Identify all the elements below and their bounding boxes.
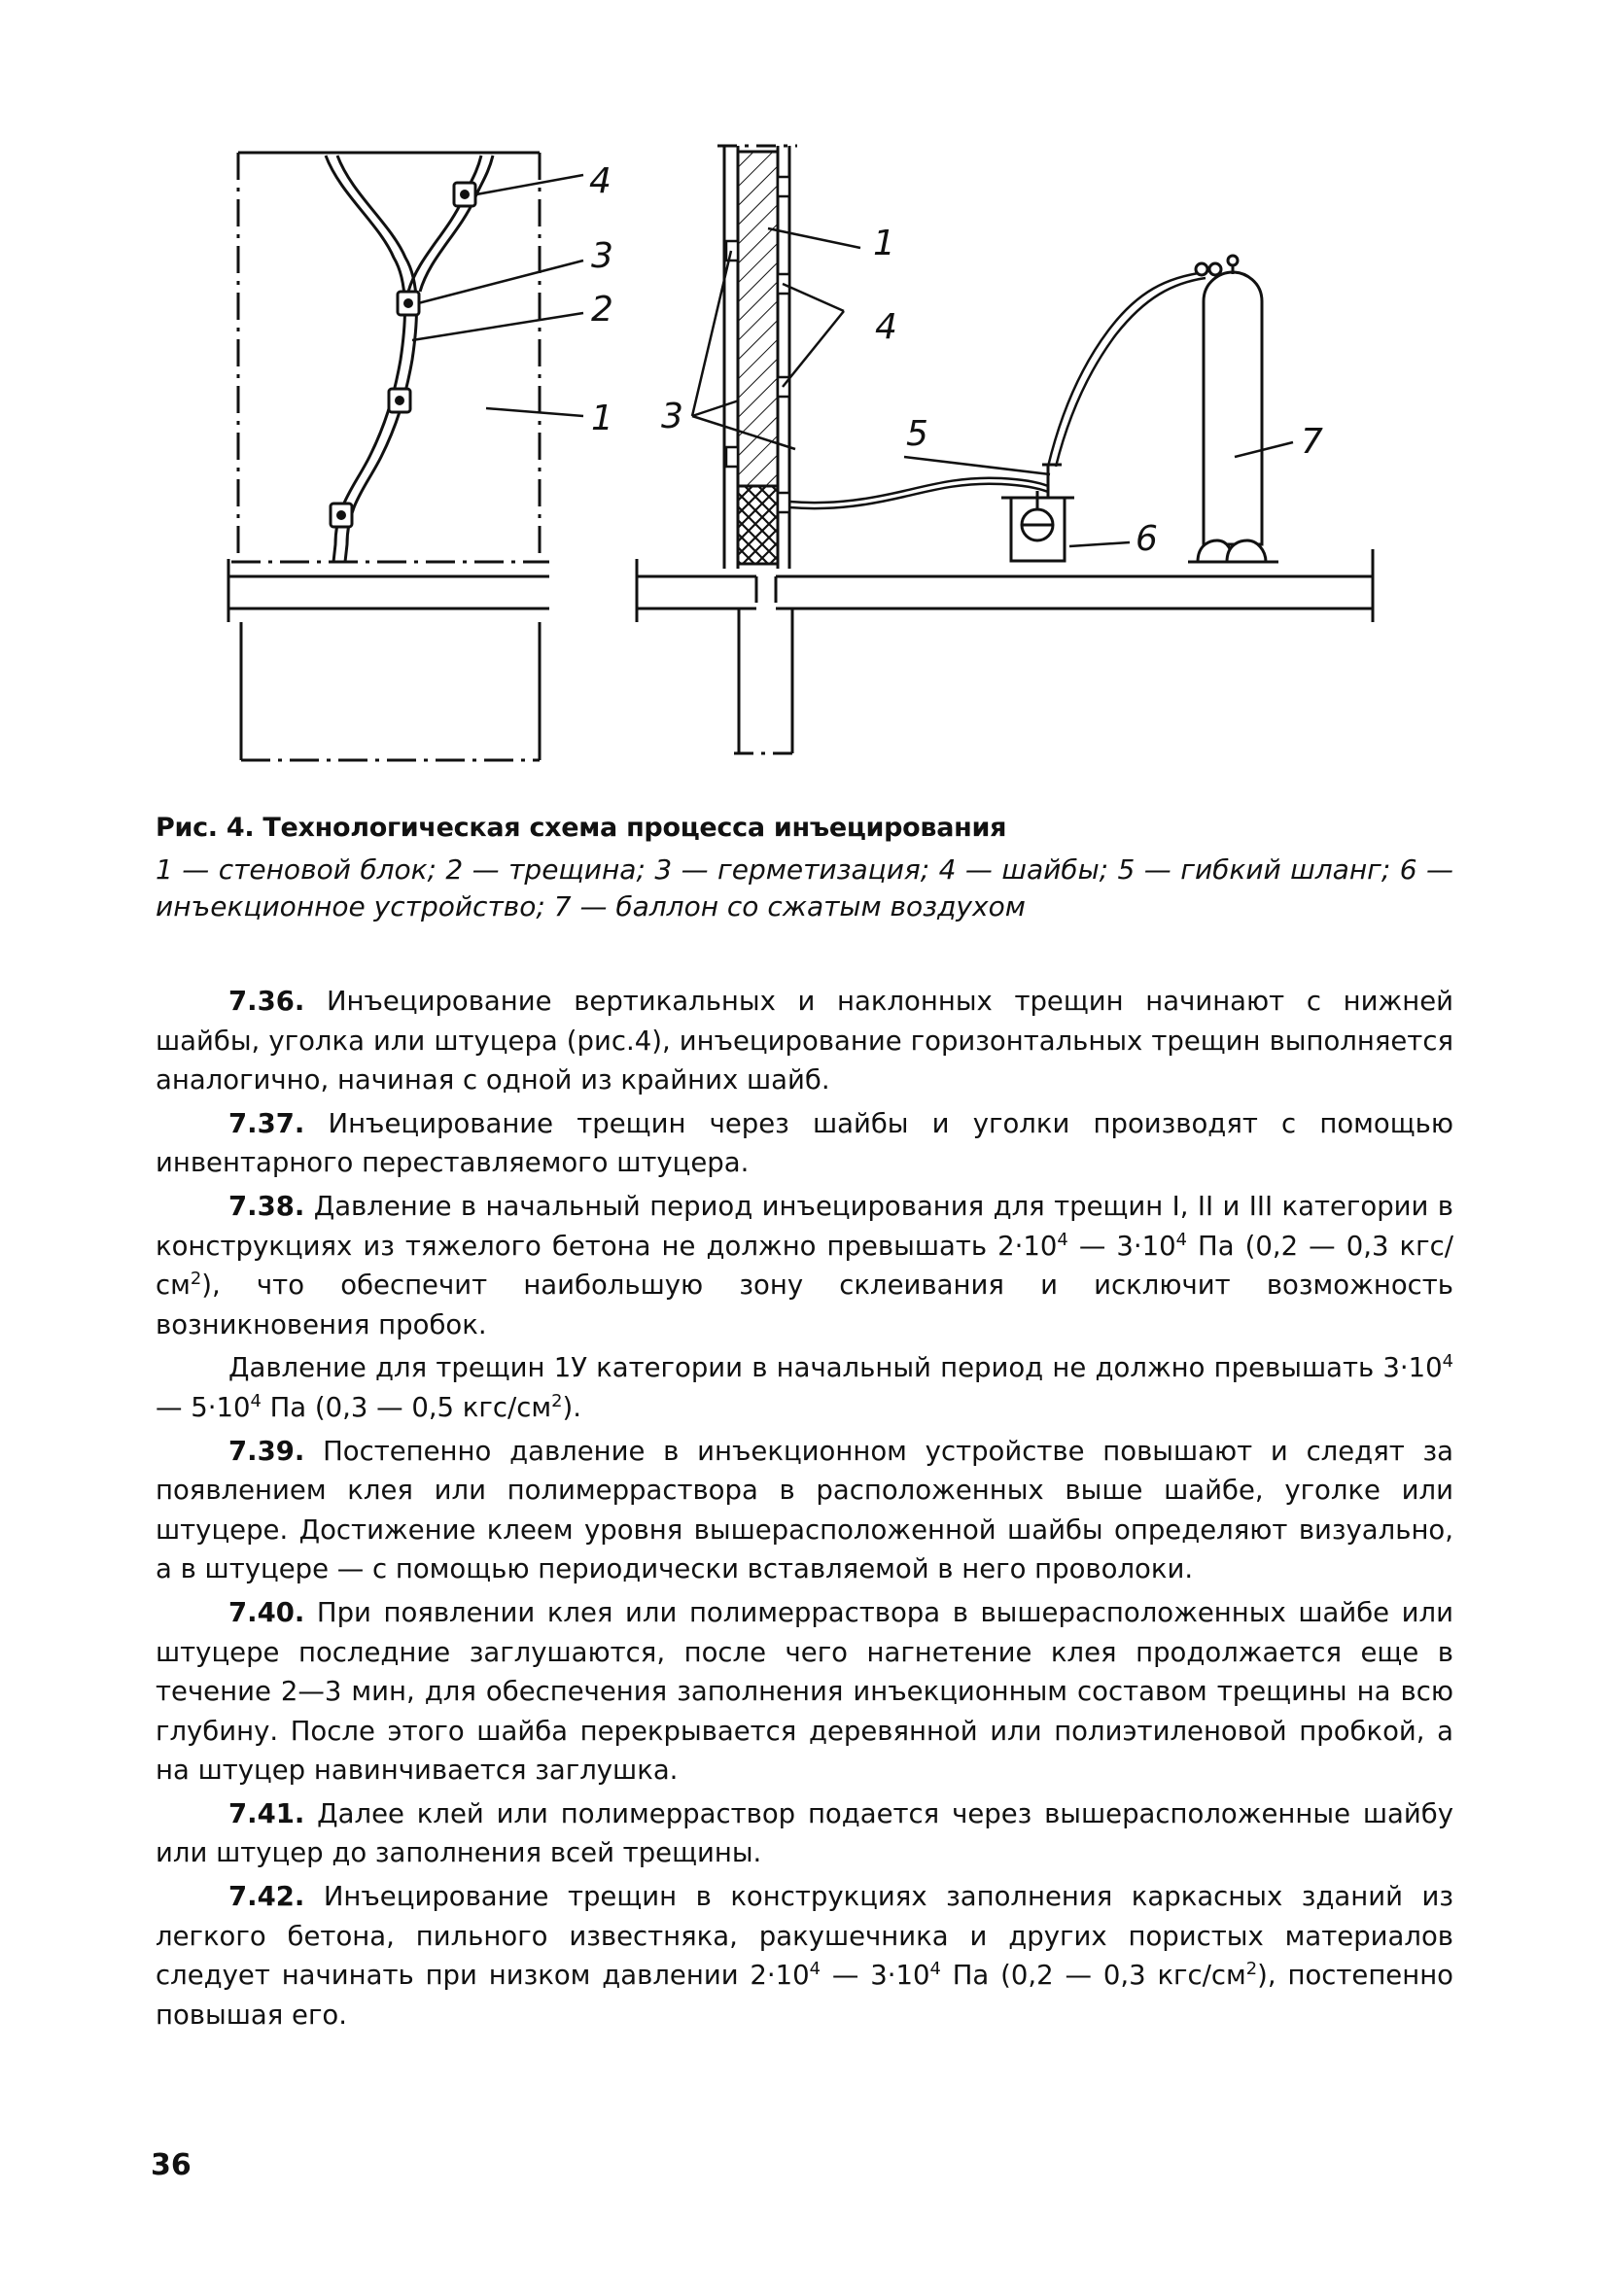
paragraph-number: 7.37. xyxy=(228,1107,305,1139)
paragraph-text: — 3·10 xyxy=(821,1960,930,1992)
sealing-block xyxy=(738,486,778,564)
callout-right-1: 1 xyxy=(873,224,895,263)
callout-right-4: 4 xyxy=(875,307,897,347)
paragraph-text: Далее клей или полимерраствор подается через вышерасположенные шайбу или штуцер до заполнения всей трещины. xyxy=(156,1797,1453,1869)
paragraph-text: Па (0,2 — 0,3 кгс/см xyxy=(940,1960,1246,1992)
callout-right-6: 6 xyxy=(1136,519,1158,559)
paragraph-text: Давление в начальный период инъецирования для трещин I, II и III категории в конструкциях из тяжелого бетона не должно превышать 2·10 xyxy=(156,1190,1453,1262)
callout-left-4: 4 xyxy=(589,161,612,201)
exponent: 4 xyxy=(809,1959,821,1980)
callout-left-2: 2 xyxy=(591,290,613,330)
body-text xyxy=(156,982,1453,2038)
paragraph-text: Давление для трещин 1У категории в начальный период не должно превышать 3·10 xyxy=(228,1352,1443,1384)
paragraph-number: 7.42. xyxy=(228,1881,305,1913)
paragraph-text: Па (0,3 — 0,5 кгс/см xyxy=(261,1391,552,1423)
left-leaders xyxy=(412,175,583,416)
exponent: 4 xyxy=(1442,1351,1453,1373)
exponent: 2 xyxy=(1245,1959,1258,1980)
exponent: 2 xyxy=(190,1269,202,1289)
paragraph-7-41 xyxy=(156,1794,1453,1873)
exponent: 4 xyxy=(1175,1229,1187,1250)
paragraph-text: Па (0,2 — 0,3 кгс/см xyxy=(156,1230,1453,1302)
paragraph-7-38 xyxy=(156,1187,1453,1344)
paragraph-7-42 xyxy=(156,1877,1453,2035)
paragraph-text: Постепенно давление в инъекционном устройстве повышают и следят за появлением клея или полимерраствора в расположенных выше шайбе, уголке или штуцере. Достижение клеем уровня вышерасположенной шайбы определяют визуально, а в штуцере — с помощью периодически вставляемой в него проволоки. xyxy=(156,1435,1453,1585)
paragraph-number: 7.40. xyxy=(228,1596,305,1628)
exponent: 4 xyxy=(929,1959,941,1980)
paragraph-text: ), что обеспечит наибольшую зону склеивания и исключит возможность возникновения пробок. xyxy=(156,1270,1453,1340)
paragraph-text: — 3·10 xyxy=(1067,1230,1176,1262)
exponent: 4 xyxy=(1057,1229,1068,1250)
paragraph-number: 7.36. xyxy=(228,986,305,1017)
lower-column xyxy=(734,609,797,753)
figure-caption-title: Рис. 4. Технологическая схема процесса инъецирования xyxy=(156,813,1007,843)
callout-right-5: 5 xyxy=(906,414,928,454)
crack xyxy=(326,156,493,562)
paragraph-text: При появлении клея или полимерраствора в вышерасположенных шайбе или штуцере последние заглушаются, после чего нагнетение клея продолжается еще в течение 2—3 мин, для обеспечения заполнения инъекционным составом трещины на всю глубину. После этого шайба перекрывается деревянной или полиэтиленовой пробкой, а на штуцер навинчивается заглушка. xyxy=(156,1596,1453,1787)
paragraph-7-39 xyxy=(156,1432,1453,1589)
paragraph-text: Инъецирование вертикальных и наклонных трещин начинают с нижней шайбы, уголка или штуцера (рис.4), инъецирование горизонтальных трещин выполняется аналогично, начиная с одной из крайних шайб. xyxy=(156,986,1453,1096)
air-cylinder xyxy=(1188,256,1278,562)
page-number: 36 xyxy=(151,2148,192,2182)
exponent: 4 xyxy=(250,1390,262,1411)
left-wall-block xyxy=(231,153,549,562)
exponent: 2 xyxy=(551,1390,563,1411)
callout-left-1: 1 xyxy=(591,399,613,438)
paragraph-7-40 xyxy=(156,1593,1453,1791)
callout-right-3: 3 xyxy=(661,397,683,436)
paragraph-7-38-continued xyxy=(156,1348,1453,1427)
paragraph-text: Инъецирование трещин в конструкциях заполнения каркасных зданий из легкого бетона, пильного известняка, ракушечника и других пористых материалов следует начинать при низком давлении 2·10 xyxy=(156,1881,1453,1992)
paragraph-7-37 xyxy=(156,1104,1453,1183)
paragraph-7-36 xyxy=(156,982,1453,1100)
paragraph-number: 7.39. xyxy=(228,1435,305,1467)
figure-caption-legend: 1 — стеновой блок; 2 — трещина; 3 — герметизация; 4 — шайбы; 5 — гибкий шланг; 6 — инъекционное устройство; 7 — баллон со сжатым воздухом xyxy=(156,853,1453,922)
paragraph-text: ), постепенно повышая его. xyxy=(156,1960,1454,2031)
paragraph-text: Инъецирование трещин через шайбы и уголки производят с помощью инвентарного переставляемого штуцера. xyxy=(156,1107,1453,1179)
flexible-hose xyxy=(789,272,1206,508)
paragraph-number: 7.38. xyxy=(228,1190,305,1222)
paragraph-text: — 5·10 xyxy=(156,1391,251,1423)
callout-left-3: 3 xyxy=(591,236,613,276)
callout-right-7: 7 xyxy=(1301,422,1323,462)
left-lower-block xyxy=(241,622,540,760)
paragraph-number: 7.41. xyxy=(228,1797,305,1829)
injection-scheme-figure xyxy=(0,0,1608,778)
paragraph-text: ). xyxy=(562,1391,581,1423)
left-floor-slab xyxy=(228,559,549,622)
